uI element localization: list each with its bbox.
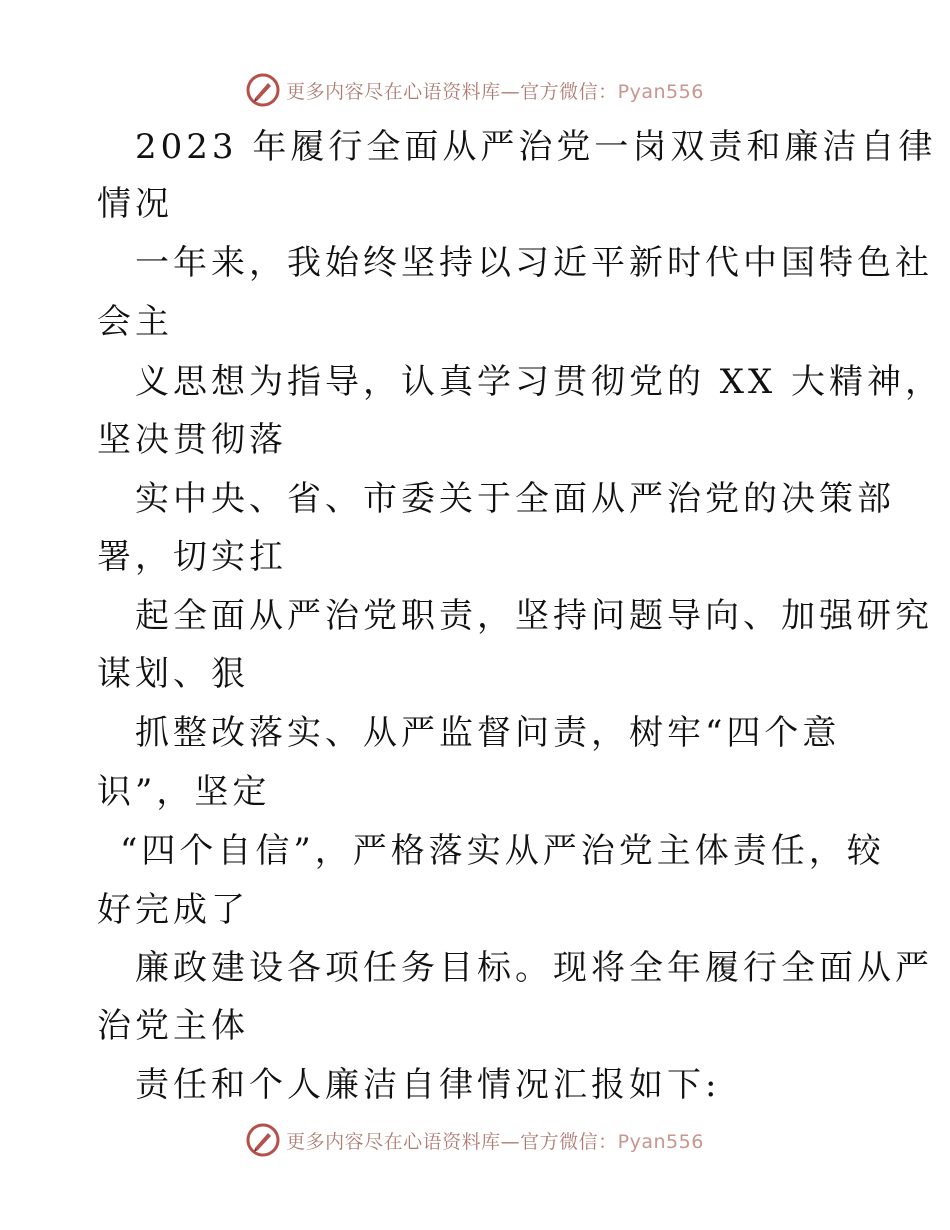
doc-line: 廉政建设各项任务目标。现将全年履行全面从严 <box>135 948 933 988</box>
doc-line: 识”，坚定 <box>97 772 271 812</box>
watermark-text: 更多内容尽在心语资料库—官方微信：Pyan556 <box>286 80 704 103</box>
doc-line: 实中央、省、市委关于全面从严治党的决策部 <box>135 479 895 519</box>
watermark-header <box>0 70 950 110</box>
doc-line: 坚决贯彻落 <box>97 420 287 460</box>
pen-logo-icon <box>246 1123 280 1157</box>
doc-line: 情况 <box>97 184 173 224</box>
doc-line: 2023 年履行全面从严治党一岗双责和廉洁自律 <box>135 127 937 167</box>
watermark-handle: Pyan556 <box>617 1130 704 1153</box>
doc-line: 会主 <box>97 302 173 342</box>
doc-line: 好完成了 <box>97 890 249 930</box>
doc-line: 抓整改落实、从严监督问责，树牢“四个意 <box>135 713 841 753</box>
watermark-handle: Pyan556 <box>617 80 704 103</box>
watermark-text: 更多内容尽在心语资料库—官方微信：Pyan556 <box>286 1130 704 1153</box>
doc-line: 责任和个人廉洁自律情况汇报如下: <box>135 1065 721 1105</box>
doc-line: 治党主体 <box>97 1006 249 1046</box>
doc-line: 谋划、狠 <box>97 654 249 694</box>
doc-line: 一年来，我始终坚持以习近平新时代中国特色社 <box>135 243 933 283</box>
watermark-footer <box>0 1120 950 1160</box>
doc-line: 署，切实扛 <box>97 537 287 577</box>
doc-line: 义思想为指导，认真学习贯彻党的 XX 大精神， <box>135 362 944 402</box>
doc-line: 起全面从严治党职责，坚持问题导向、加强研究 <box>135 596 933 636</box>
doc-line: “四个自信”，严格落实从严治党主体责任，较 <box>120 831 885 871</box>
pen-logo-icon <box>246 73 280 107</box>
